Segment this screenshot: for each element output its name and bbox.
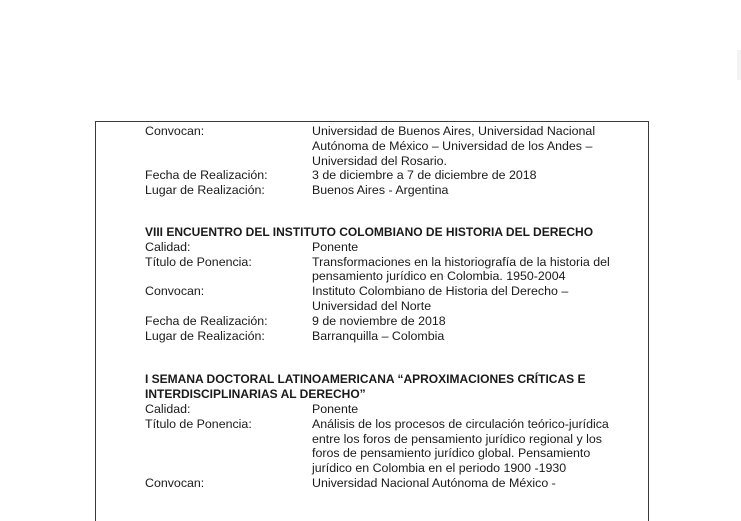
field-value [312, 255, 635, 285]
field-label: Calidad: [145, 401, 191, 416]
value-line: Análisis de los procesos de circulación teórico-jurídica [312, 416, 609, 431]
field-label: Fecha de Realización: [145, 313, 268, 328]
convocan-row [145, 124, 635, 168]
value-line: jurídico en Colombia en el periodo 1900 -1930 [312, 461, 567, 476]
field-value: Barranquilla – Colombia [312, 328, 445, 343]
value-line: Instituto Colombiano de Historia del Derecho – [312, 284, 569, 299]
calidad-row [145, 402, 635, 417]
field-label: Título de Ponencia: [145, 254, 252, 269]
section-heading [145, 372, 635, 402]
field-value [312, 284, 635, 314]
field-value: 9 de noviembre de 2018 [312, 313, 446, 328]
lugar-row [145, 329, 635, 344]
field-value [312, 417, 635, 476]
value-line: Universidad del Rosario. [312, 153, 447, 168]
value-line: Universidad de Buenos Aires, Universidad Nacional [312, 124, 596, 138]
field-value: Ponente [312, 239, 359, 254]
scroll-edge [737, 50, 741, 80]
field-value [312, 124, 635, 168]
value-line: Transformaciones en la historiografía de la historia del [312, 254, 610, 269]
field-label: Título de Ponencia: [145, 416, 252, 431]
field-label: Convocan: [145, 475, 205, 490]
value-line: entre los foros de pensamiento jurídico regional y los [312, 431, 602, 446]
value-line: foros de pensamiento jurídico global. Pensamiento [312, 446, 591, 461]
fecha-row [145, 314, 635, 329]
field-value: Ponente [312, 401, 359, 416]
titulo-row [145, 417, 635, 476]
field-label: Lugar de Realización: [145, 328, 265, 343]
value-line: Universidad del Norte [312, 298, 432, 313]
field-label: Convocan: [145, 284, 205, 299]
value-line: Autónoma de México – Universidad de los Andes – [312, 138, 593, 153]
convocan-row [145, 476, 635, 491]
field-label: Fecha de Realización: [145, 168, 268, 183]
convocan-row [145, 284, 635, 314]
heading-line: I SEMANA DOCTORAL LATINOAMERICANA “APROXIMACIONES CRÍTICAS E [145, 372, 586, 387]
heading-line: INTERDISCIPLINARIAS AL DERECHO” [145, 387, 366, 402]
document-content [145, 124, 635, 491]
value-line: Universidad Nacional Autónoma de México - [312, 475, 556, 490]
fecha-row [145, 168, 635, 183]
titulo-row [145, 255, 635, 285]
field-value: Buenos Aires - Argentina [312, 183, 449, 198]
field-value: 3 de diciembre a 7 de diciembre de 2018 [312, 168, 537, 183]
field-label: Calidad: [145, 239, 191, 254]
calidad-row [145, 240, 635, 255]
value-line: pensamiento jurídico en Colombia. 1950-2004 [312, 269, 566, 284]
lugar-row [145, 183, 635, 198]
field-label: Lugar de Realización: [145, 183, 265, 198]
field-label: Convocan: [145, 124, 205, 138]
section-heading: VIII ENCUENTRO DEL INSTITUTO COLOMBIANO DE HISTORIA DEL DERECHO [145, 224, 594, 239]
field-value [312, 476, 635, 491]
